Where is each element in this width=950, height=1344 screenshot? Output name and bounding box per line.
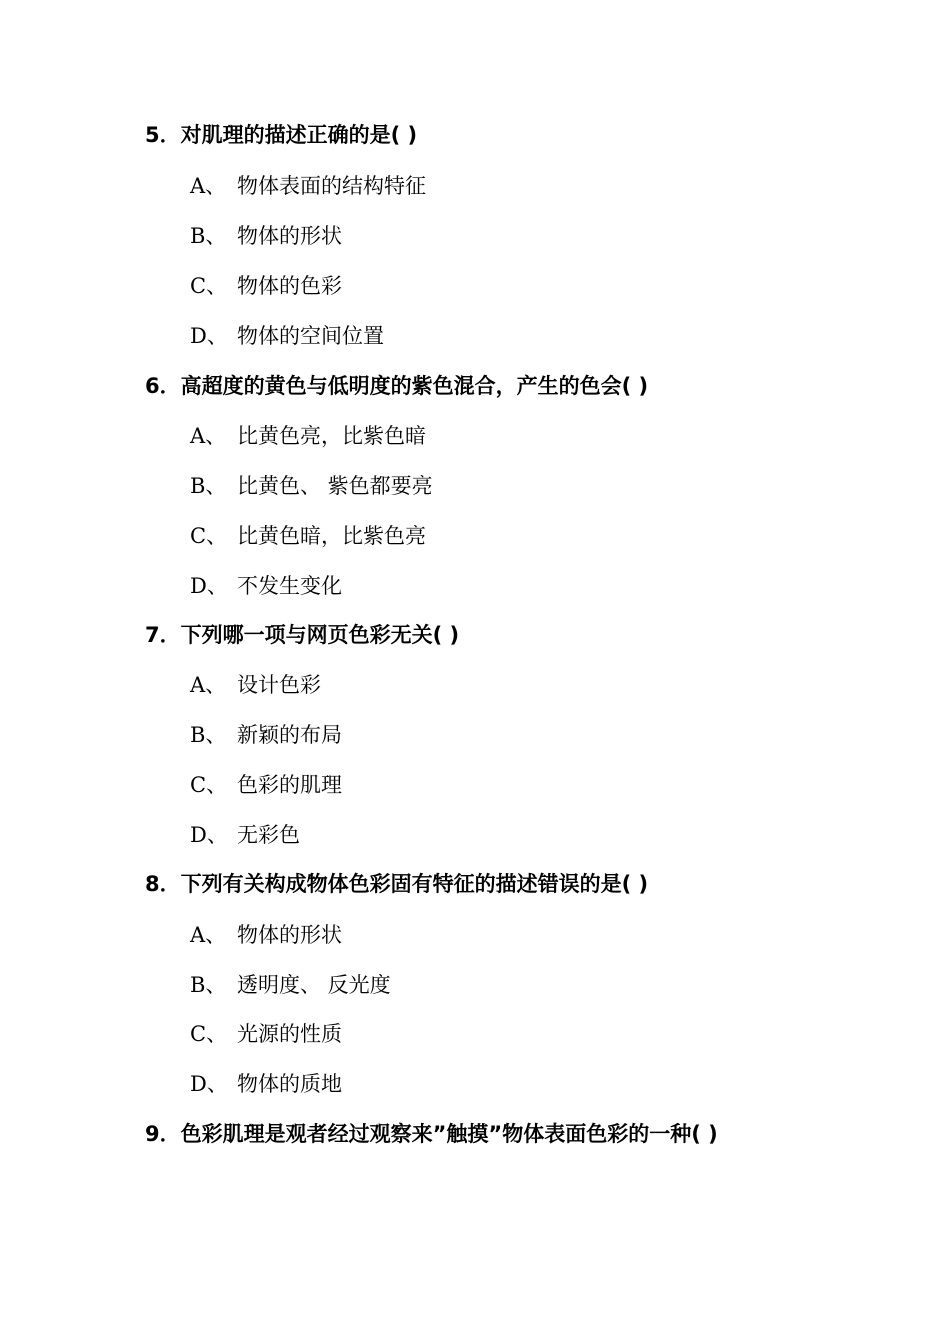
- option-text: 物体的质地: [237, 1072, 342, 1096]
- question-8-stem: 8．下列有关构成物体色彩固有特征的描述错误的是( ): [145, 872, 649, 896]
- option-letter: B、: [190, 224, 227, 248]
- option-letter: D、: [190, 324, 228, 348]
- option-letter: D、: [190, 823, 228, 847]
- option-text: 物体的空间位置: [237, 324, 384, 348]
- option-text: 物体的形状: [237, 923, 342, 947]
- question-5-stem: 5．对肌理的描述正确的是( ): [145, 123, 418, 147]
- question-7-stem: 7．下列哪一项与网页色彩无关( ): [145, 623, 460, 647]
- option-text: 物体的形状: [237, 224, 342, 248]
- option-letter: D、: [190, 1072, 228, 1096]
- option-text: 比黄色暗，比紫色亮: [237, 524, 426, 548]
- question-8-option-b: [190, 970, 391, 1000]
- option-text: 比黄色、 紫色都要亮: [237, 474, 433, 498]
- option-text: 无彩色: [237, 823, 300, 847]
- option-text: 光源的性质: [237, 1022, 342, 1046]
- option-text: 设计色彩: [237, 673, 321, 697]
- question-6-option-c: [190, 521, 426, 551]
- option-letter: D、: [190, 574, 228, 598]
- option-letter: A、: [190, 424, 227, 448]
- question-8-option-d: [190, 1069, 342, 1099]
- question-8-option-a: [190, 920, 342, 950]
- question-6-option-b: [190, 471, 433, 501]
- question-5-option-c: [190, 271, 342, 301]
- question-5-option-b: [190, 221, 342, 251]
- option-letter: B、: [190, 723, 227, 747]
- option-text: 物体表面的结构特征: [237, 174, 426, 198]
- option-text: 比黄色亮，比紫色暗: [237, 424, 426, 448]
- question-6-option-d: [190, 571, 342, 601]
- option-text: 新颖的布局: [237, 723, 342, 747]
- option-text: 不发生变化: [237, 574, 342, 598]
- option-letter: B、: [190, 474, 227, 498]
- question-6-stem: 6．高超度的黄色与低明度的紫色混合，产生的色会( ): [145, 374, 649, 398]
- option-letter: C、: [190, 524, 228, 548]
- option-letter: C、: [190, 773, 228, 797]
- option-letter: A、: [190, 923, 227, 947]
- question-5-option-a: [190, 171, 426, 201]
- option-letter: C、: [190, 274, 228, 298]
- question-7-option-c: [190, 770, 342, 800]
- question-8-option-c: [190, 1019, 342, 1049]
- question-7-option-b: [190, 720, 342, 750]
- question-7-option-d: [190, 820, 300, 850]
- option-text: 物体的色彩: [237, 274, 342, 298]
- option-letter: A、: [190, 673, 227, 697]
- option-letter: B、: [190, 973, 227, 997]
- question-6-option-a: [190, 421, 426, 451]
- question-5-option-d: [190, 321, 384, 351]
- question-7-option-a: [190, 670, 321, 700]
- option-letter: A、: [190, 174, 227, 198]
- option-text: 色彩的肌理: [237, 773, 342, 797]
- question-9-stem: 9．色彩肌理是观者经过观察来”触摸”物体表面色彩的一种( ): [145, 1122, 718, 1146]
- option-letter: C、: [190, 1022, 228, 1046]
- option-text: 透明度、 反光度: [237, 973, 391, 997]
